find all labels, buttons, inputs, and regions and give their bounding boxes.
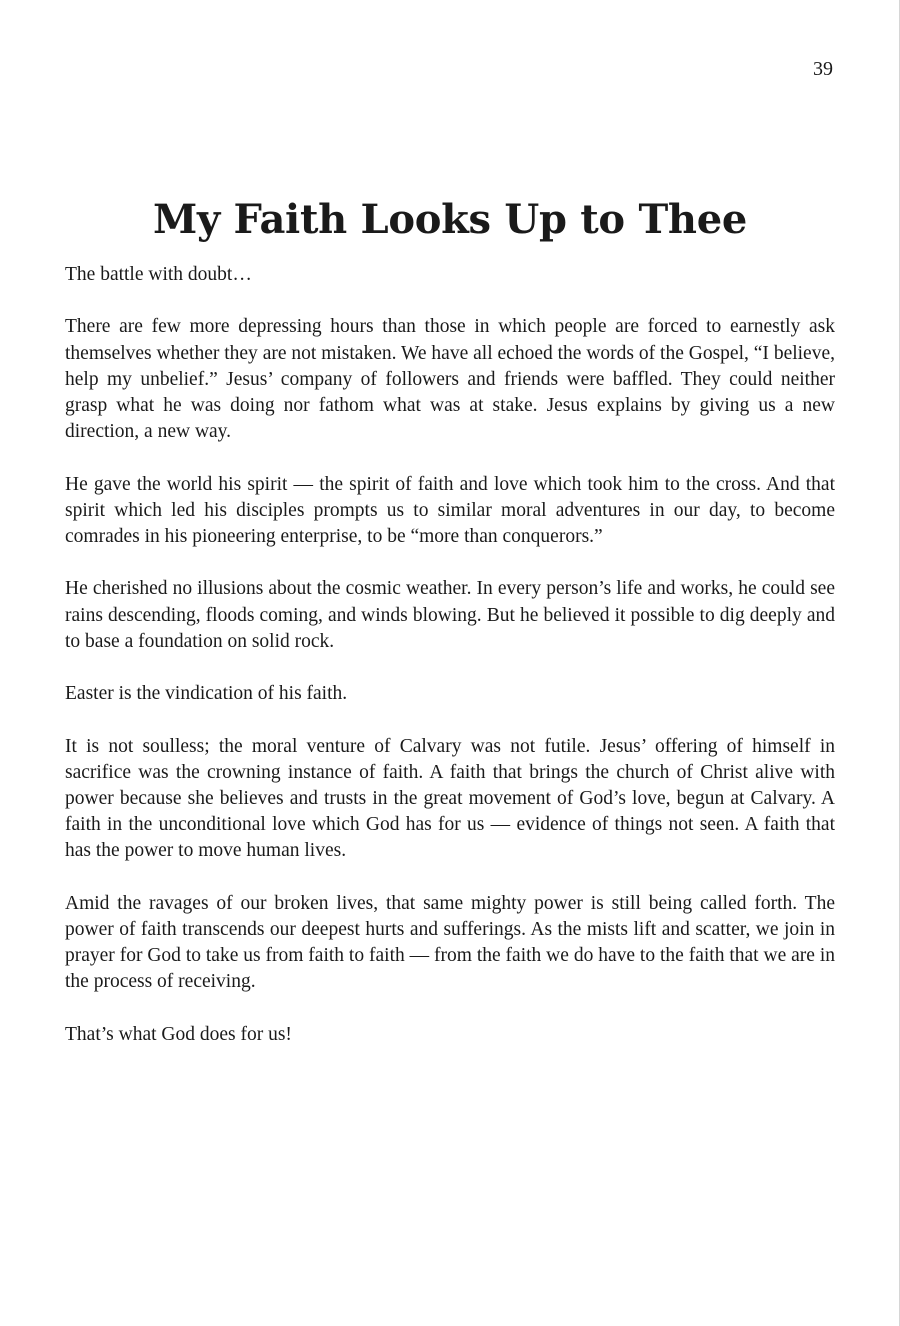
paragraph-cosmic-weather: He cherished no illusions about the cosmic weather. In every person’s life and works, he could see rains descending, floods coming, and winds blowing. But he believed it possible to dig deeply and to base a foundation on solid rock. [65,578,835,652]
paragraph-power-of-faith: Amid the ravages of our broken lives, that same mighty power is still being called forth. The power of faith transcends our deepest hurts and sufferings. As the mists lift and scatter, we join in prayer for God to take us from faith to faith — from the faith we do have to the faith that we are in the process of receiving. [65,892,835,993]
paragraph-calvary: It is not soulless; the moral venture of Calvary was not futile. Jesus’ offering of himself in sacrifice was the crowning instance of faith. A faith that brings the church of Christ alive with power because she believes and trusts in the great movement of God’s love, begun at Calvary. A faith in the unconditional love which God has for us — evidence of things not seen. A faith that has the power to move human lives. [65,735,835,862]
paragraph-doubt: There are few more depressing hours than those in which people are forced to earnestly ask themselves whether they are not mistaken. We have all echoed the words of the Gospel, “I believe, help my unbelief.” Jesus’ company of followers and friends were baffled. They could neither grasp what he was doing nor fathom what was at stake. Jesus explains by giving us a new direction, a new way. [65,316,835,443]
page-title: My Faith Looks Up to Thee [152,196,747,243]
paragraph-easter: Easter is the vindication of his faith. [65,683,348,705]
page-number: 39 [813,58,833,80]
paragraph-closing: That’s what God does for us! [65,1023,292,1045]
paragraph-intro: The battle with doubt… [65,264,252,285]
body-text [65,262,835,1074]
paragraph-spirit: He gave the world his spirit — the spirit of faith and love which took him to the cross. And that spirit which led his disciples prompts us to similar moral adventures in our day, to become comrades in his pioneering enterprise, to be “more than conquerors.” [65,473,835,547]
